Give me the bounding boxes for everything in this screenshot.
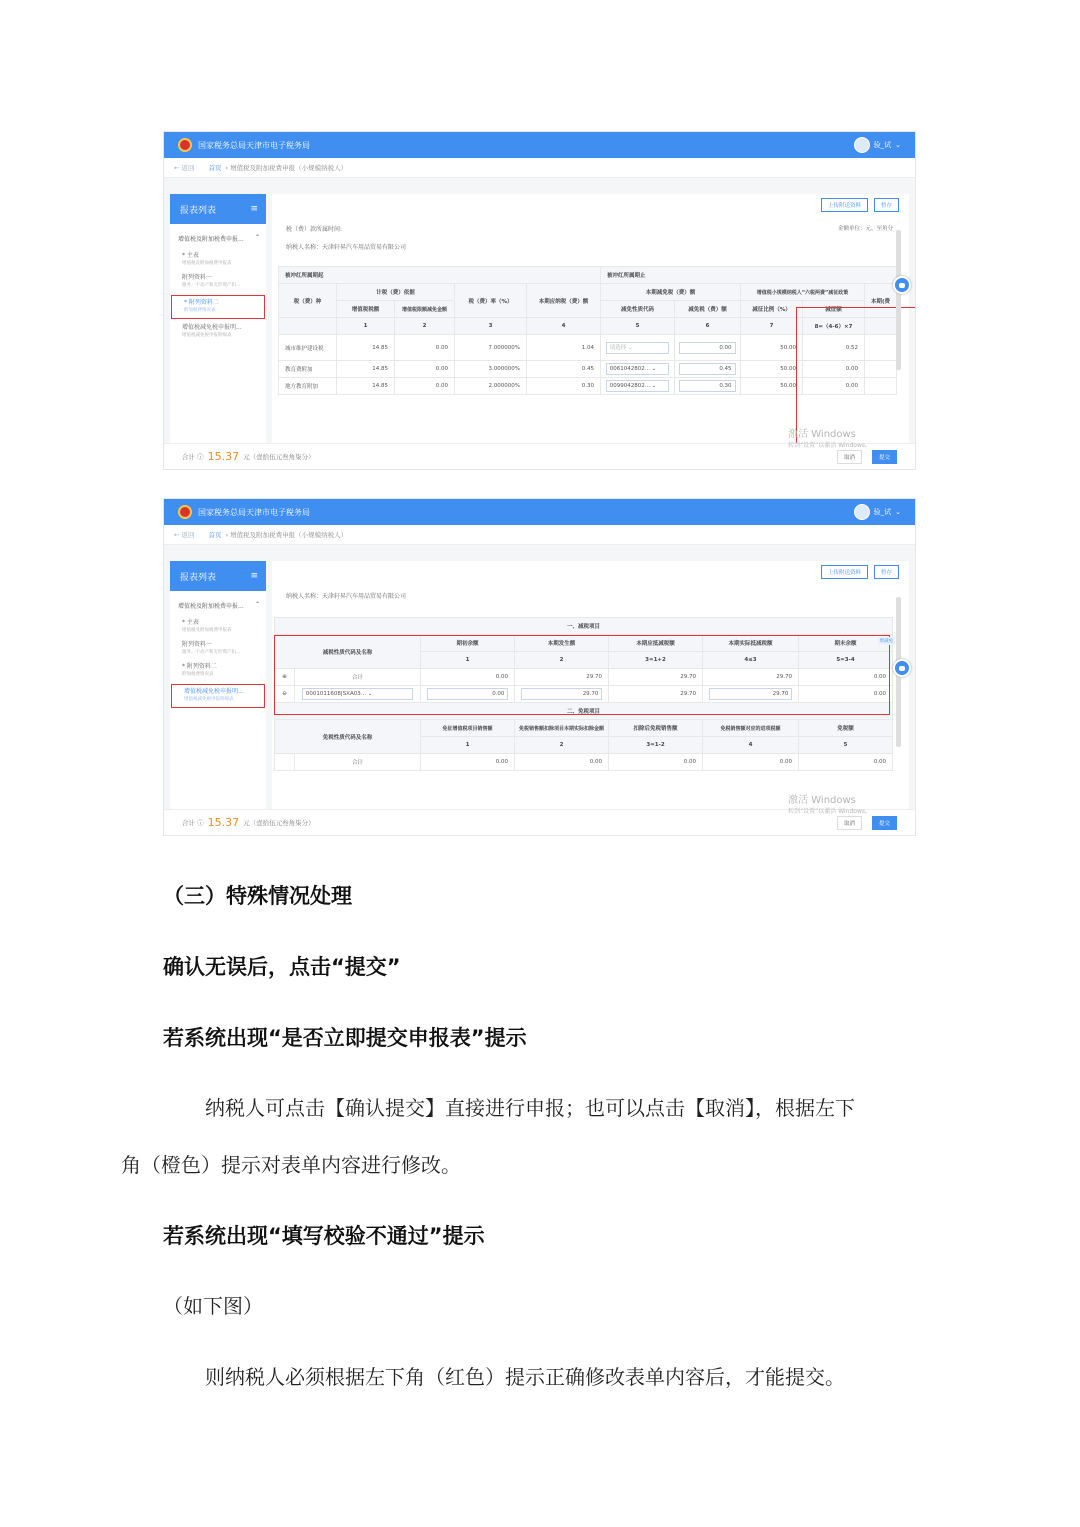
screenshot-attachment-2 [163, 131, 916, 470]
user-avatar[interactable] [854, 137, 870, 153]
user-avatar[interactable] [854, 504, 870, 520]
sidebar-item-attachment-2[interactable]: * 附列资料二 附加税费情况表 [171, 295, 265, 319]
report-list-header[interactable]: 报表列表 ≡ [170, 194, 266, 224]
col-num: 6 [675, 318, 741, 335]
breadcrumb-path: › 增值税及附加税费申报（小规模纳税人） [225, 164, 348, 172]
sidebar-item-main[interactable]: * 主表 增值税及附加税费申报表 [182, 252, 232, 266]
report-list-header[interactable]: 报表列表 ≡ [170, 561, 266, 591]
paragraph-validation-failed: 则纳税人必须根据左下角（红色）提示正确修改表单内容后，才能提交。 [205, 1365, 845, 1389]
add-row-icon[interactable]: ⊕ [275, 669, 295, 686]
unit-label: 金额单位：元、至角分 [837, 226, 893, 232]
delete-row-icon[interactable]: ⊖ [275, 686, 295, 703]
header-reduced: 减征额 [803, 301, 865, 318]
report-sidebar [170, 194, 266, 443]
assistant-robot-icon[interactable] [893, 659, 911, 677]
form-area [272, 561, 909, 809]
sidebar-item-relief-detail[interactable]: 增值税减免税申报明... 增值税减免税申报明细表 [171, 684, 265, 708]
surcharge-table [278, 266, 897, 395]
header-policy: 增值税小规模纳税人“六税两费”减征政策 [741, 284, 865, 301]
windows-activation-watermark: 激活 Windows 转到“设置”以激活 Windows。 [788, 795, 871, 815]
section-reduction: 一、减税项目 [275, 618, 893, 635]
upload-button[interactable]: 上传附送资料 [821, 565, 868, 579]
breadcrumb-path: › 增值税及附加税费申报（小规模纳税人） [225, 531, 348, 539]
section-exemption: 二、免税项目 [275, 703, 893, 720]
info-icon: ⓘ [195, 819, 204, 827]
actual-reduction-input[interactable]: 29.70 [709, 688, 793, 700]
section-heading: （三）特殊情况处理 [163, 884, 352, 908]
site-title: 国家税务总局天津市电子税务局 [198, 140, 310, 150]
col-num: 5 [601, 318, 675, 335]
col-num: 3 [455, 318, 527, 335]
table-row: ⊖ 0001011608|SXA03... ⌄ 0.00 29.70 29.70 29.70 0.00 [275, 686, 893, 703]
chevron-down-icon[interactable]: ⌄ [895, 141, 901, 149]
header-partial: 本期(费 [865, 284, 897, 318]
upload-button[interactable]: 上传附送资料 [821, 198, 868, 212]
relief-code-select[interactable]: 请选择 ⌄ [606, 342, 669, 354]
table-row: 城市维护建设税 14.85 0.00 7.000000% 1.04 请选择 ⌄ 0.00 50.00 0.52 [279, 335, 897, 361]
badge: 增减免 [879, 639, 893, 644]
relief-amount-input[interactable]: 0.00 [679, 342, 735, 354]
col-num: 4 [527, 318, 601, 335]
period-label: 税（费）款所属时间: [286, 226, 343, 233]
chevron-down-icon[interactable]: ⌄ [895, 508, 901, 516]
sidebar-item-attachment-1[interactable]: 附列资料一 服务、不动产和无形资产扣... [182, 274, 241, 288]
info-icon: ⓘ [195, 453, 204, 461]
current-amount-input[interactable]: 29.70 [521, 688, 603, 700]
header-vat: 增值税税额 [337, 301, 395, 318]
header-relief: 本期减免税（费）额 [601, 284, 741, 301]
relief-code-select[interactable]: 0099042802... ⌄ [606, 380, 669, 392]
total-label: 合计 [182, 453, 195, 461]
site-title: 国家税务总局天津市电子税务局 [198, 507, 310, 517]
sidebar-item-attachment-2[interactable]: * 附列资料二 附加税费情况表 [182, 663, 217, 677]
header-ratio: 减征比例（%） [741, 301, 803, 318]
home-link[interactable]: 首页 [208, 531, 222, 539]
relief-amount-input[interactable]: 0.30 [679, 380, 735, 392]
save-draft-button[interactable]: 暂存 [874, 198, 899, 212]
total-unit: 元（壹拾伍元叁角柒分） [243, 819, 315, 827]
tax-reduction-table: 一、减税项目 减税性质代码及名称 期初余额 本期发生额 本期应抵减税额 本期实际抵减税额 期末余额 1 2 3=1+2 4≤3 5=3-4 ⊕ 合计 0.00 29.70 29.70 29.70 0.00 ⊖ 0001011608|SXA03... ⌄ 0.00 29.70 29.70 29.70 0.00 二、免税项目 免税性质代码及名称 免征增值税项目销售额 免税销售额扣除项目本期实际扣除金额 扣除后免税销售额 免税销售额对应的进项税额 免税额 1 2 3=1-2 4 5 合计 0.00 0.00 0.00 0.00 0.00 [274, 617, 893, 771]
case-submit-prompt: 若系统出现“是否立即提交申报表”提示 [163, 1026, 527, 1050]
reduction-code-select[interactable]: 0001011608|SXA03... ⌄ [302, 688, 413, 700]
total-unit: 元（壹拾伍元叁角柒分） [243, 453, 315, 461]
opening-balance-input[interactable]: 0.00 [427, 688, 509, 700]
header-tax-type: 税（费）种 [279, 284, 337, 318]
taxpayer-name: 纳税人名称：天津轩昇汽车用品贸易有限公司 [286, 593, 407, 600]
screenshot-relief-detail [163, 498, 916, 836]
tax-emblem-icon [178, 505, 192, 519]
menu-icon[interactable]: ≡ [250, 571, 258, 581]
table-row: 地方教育附加 14.85 0.00 2.000000% 0.30 0099042802... ⌄ 0.30 50.00 0.00 [279, 378, 897, 395]
vertical-scrollbar[interactable] [896, 230, 901, 370]
back-link[interactable]: ← 返回 [174, 164, 195, 172]
menu-icon[interactable]: ≡ [250, 204, 258, 214]
sidebar-item-relief-detail[interactable]: 增值税减免税申报明... 增值税减免税申报明细表 [182, 324, 242, 338]
user-name[interactable]: 验_试 [873, 508, 892, 516]
submit-button[interactable]: 提交 [872, 816, 897, 830]
header-reduction-code: 减税性质代码及名称 [275, 635, 421, 669]
cancel-button[interactable]: 取消 [837, 816, 862, 830]
total-amount: 15.37 [207, 816, 240, 829]
case-validation-failed: 若系统出现“填写校验不通过”提示 [163, 1224, 485, 1248]
col-num: 8=（4-6）×7 [803, 318, 865, 335]
step-confirm: 确认无误后，点击“提交” [163, 955, 401, 979]
total-label: 合计 [182, 819, 195, 827]
table-row: 合计 0.00 0.00 0.00 0.00 0.00 [275, 754, 893, 771]
header-relief-code: 减免性质代码 [601, 301, 675, 318]
sidebar-group[interactable]: 增值税及附加税费申报... ⌃ [178, 234, 260, 243]
paragraph-see-below: （如下图） [163, 1294, 263, 1318]
breadcrumb [164, 525, 915, 545]
form-area [272, 194, 909, 443]
paragraph-submit-prompt: 纳税人可点击【确认提交】直接进行申报；也可以点击【取消】，根据左下 角（橙色）提示对表单内容进行修改。 [121, 1096, 855, 1177]
relief-code-select[interactable]: 0061042802... ⌄ [606, 363, 669, 375]
period-from: 被冲红所属期起 [279, 267, 601, 284]
total-amount: 15.37 [207, 450, 240, 463]
header-relief-amount: 减免税（费）额 [675, 301, 741, 318]
breadcrumb [164, 158, 915, 178]
header-exemption-code: 免税性质代码及名称 [275, 720, 421, 754]
save-draft-button[interactable]: 暂存 [874, 565, 899, 579]
back-link[interactable]: ← 返回 [174, 531, 195, 539]
windows-activation-watermark: 激活 Windows 转到“设置”以激活 Windows。 [788, 429, 871, 449]
header-basis: 计税（费）依据 [337, 284, 455, 301]
col-num: 7 [741, 318, 803, 335]
header-payable: 本期应纳税（费）额 [527, 284, 601, 318]
table-row: 教育费附加 14.85 0.00 3.000000% 0.45 0061042802... ⌄ 0.45 50.00 0.00 [279, 361, 897, 378]
user-name[interactable]: 验_试 [873, 141, 892, 149]
chevron-up-icon: ⌃ [254, 234, 260, 241]
home-link[interactable]: 首页 [208, 164, 222, 172]
submit-button[interactable]: 提交 [872, 450, 897, 464]
relief-amount-input[interactable]: 0.45 [679, 363, 735, 375]
sidebar-item-main[interactable]: * 主表 增值税及附加税费申报表 [182, 619, 232, 633]
chevron-up-icon: ⌃ [254, 601, 260, 608]
taxpayer-name: 纳税人名称：天津轩昇汽车用品贸易有限公司 [286, 244, 407, 251]
col-num: 2 [395, 318, 455, 335]
sidebar-group[interactable]: 增值税及附加税费申报... ⌃ [178, 601, 260, 610]
period-to: 被冲红所属期止 [601, 267, 897, 284]
assistant-robot-icon[interactable] [893, 276, 911, 294]
portal-header [164, 132, 915, 158]
col-num: 1 [337, 318, 395, 335]
header-vat-exempt: 增值税限额减免金额 [395, 301, 455, 318]
cancel-button[interactable]: 取消 [837, 450, 862, 464]
portal-header [164, 499, 915, 525]
table-row: ⊕ 合计 0.00 29.70 29.70 29.70 0.00 [275, 669, 893, 686]
sidebar-item-attachment-1[interactable]: 附列资料一 服务、不动产和无形资产扣... [182, 641, 241, 655]
tax-emblem-icon [178, 138, 192, 152]
report-sidebar [170, 561, 266, 809]
header-rate: 税（费）率（%） [455, 284, 527, 318]
